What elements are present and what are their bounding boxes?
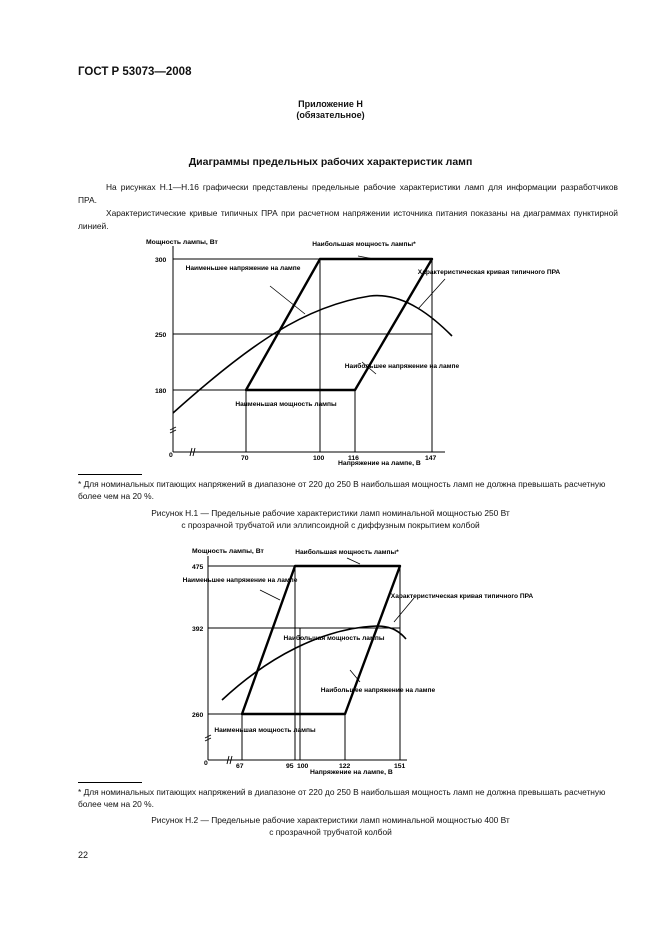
page-number: 22 [78, 850, 89, 860]
label-min-power: Наименьшая мощность лампы [235, 401, 337, 408]
figure-h1-chart [140, 234, 560, 474]
x-tick-100: 100 [313, 455, 325, 462]
figure-h1-caption [0, 508, 661, 531]
label-max-power-top: Наибольшая мощность лампы* [295, 549, 399, 556]
y-tick-260: 260 [192, 712, 204, 719]
label-characteristic: Характеристическая кривая типичного ПРА [390, 593, 534, 600]
characteristic-curve [173, 296, 452, 413]
figure-h2-caption-line1: Рисунок Н.2 — Предельные рабочие характеристики ламп номинальной мощностью 400 Вт [151, 815, 510, 825]
paragraph-2: Характеристические кривые типичных ПРА при расчетном напряжении источника питания показаны на диаграммах пунктирной линией. [78, 208, 618, 231]
y-tick-475: 475 [192, 564, 204, 571]
label-max-power-mid: Наибольшая мощность лампы [283, 635, 385, 642]
x-axis-title: Напряжение на лампе, В [338, 460, 421, 467]
footnote-2: * Для номинальных питающих напряжений в диапазоне от 220 до 250 В наибольшая мощность ламп не должна превышать расчетную более чем на 20 %. [78, 787, 606, 809]
y-axis-title: Мощность лампы, Вт [192, 548, 264, 555]
label-min-voltage: Наименьшее напряжение на лампе [185, 265, 301, 272]
label-max-voltage: Наибольшее напряжение на лампе [320, 687, 436, 694]
figure-h2-caption-line2: с прозрачной трубчатой колбой [269, 826, 392, 837]
paragraph-1: На рисунках Н.1—Н.16 графически представлены предельные рабочие характеристики ламп для информации разработчиков ПРА. [78, 182, 618, 205]
x-tick-95: 95 [286, 763, 294, 770]
figure-h1-caption-line2: с прозрачной трубчатой или эллипсоидной с диффузным покрытием колбой [181, 519, 480, 530]
figure-h1-caption-line1: Рисунок Н.1 — Предельные рабочие характеристики ламп номинальной мощностью 250 Вт [151, 508, 510, 518]
figure-h2-caption [0, 815, 661, 838]
label-characteristic: Характеристическая кривая типичного ПРА [417, 269, 560, 276]
y-tick-300: 300 [155, 257, 167, 264]
x-tick-151: 151 [394, 763, 406, 770]
footnote-rule-2 [78, 782, 142, 783]
leader-max-power [347, 558, 360, 564]
label-max-voltage: Наибольшее напряжение на лампе [344, 363, 460, 370]
operating-region [246, 259, 432, 390]
x-tick-70: 70 [241, 455, 249, 462]
leader-min-voltage [260, 590, 280, 600]
x-tick-0: 0 [204, 760, 208, 767]
appendix-title: Приложение Н [298, 99, 363, 109]
x-tick-147: 147 [425, 455, 437, 462]
x-tick-0: 0 [169, 452, 173, 459]
x-tick-122: 122 [339, 763, 351, 770]
x-tick-67: 67 [236, 763, 244, 770]
x-tick-100: 100 [297, 763, 309, 770]
document-header: ГОСТ Р 53073—2008 [78, 66, 192, 78]
footnote-rule-1 [78, 474, 142, 475]
footnote-1: * Для номинальных питающих напряжений в диапазоне от 220 до 250 В наибольшая мощность ламп не должна превышать расчетную более чем на 20 %. [78, 479, 606, 501]
figure-h2-chart [182, 542, 542, 782]
section-title: Диаграммы предельных рабочих характеристик ламп [188, 156, 473, 168]
x-tick-116: 116 [348, 455, 359, 462]
y-axis-title: Мощность лампы, Вт [146, 239, 218, 246]
label-min-voltage: Наименьшее напряжение на лампе [182, 577, 298, 584]
label-min-power: Наименьшая мощность лампы [214, 727, 316, 734]
y-tick-250: 250 [155, 332, 167, 339]
y-tick-180: 180 [155, 388, 167, 395]
appendix-subtitle: (обязательное) [296, 110, 365, 120]
leader-min-voltage [270, 286, 305, 314]
y-tick-392: 392 [192, 626, 204, 633]
label-max-power: Наибольшая мощность лампы* [312, 241, 416, 248]
appendix-heading [0, 99, 661, 121]
x-axis-title: Напряжение на лампе, В [310, 769, 393, 776]
leader-characteristic [394, 598, 414, 622]
